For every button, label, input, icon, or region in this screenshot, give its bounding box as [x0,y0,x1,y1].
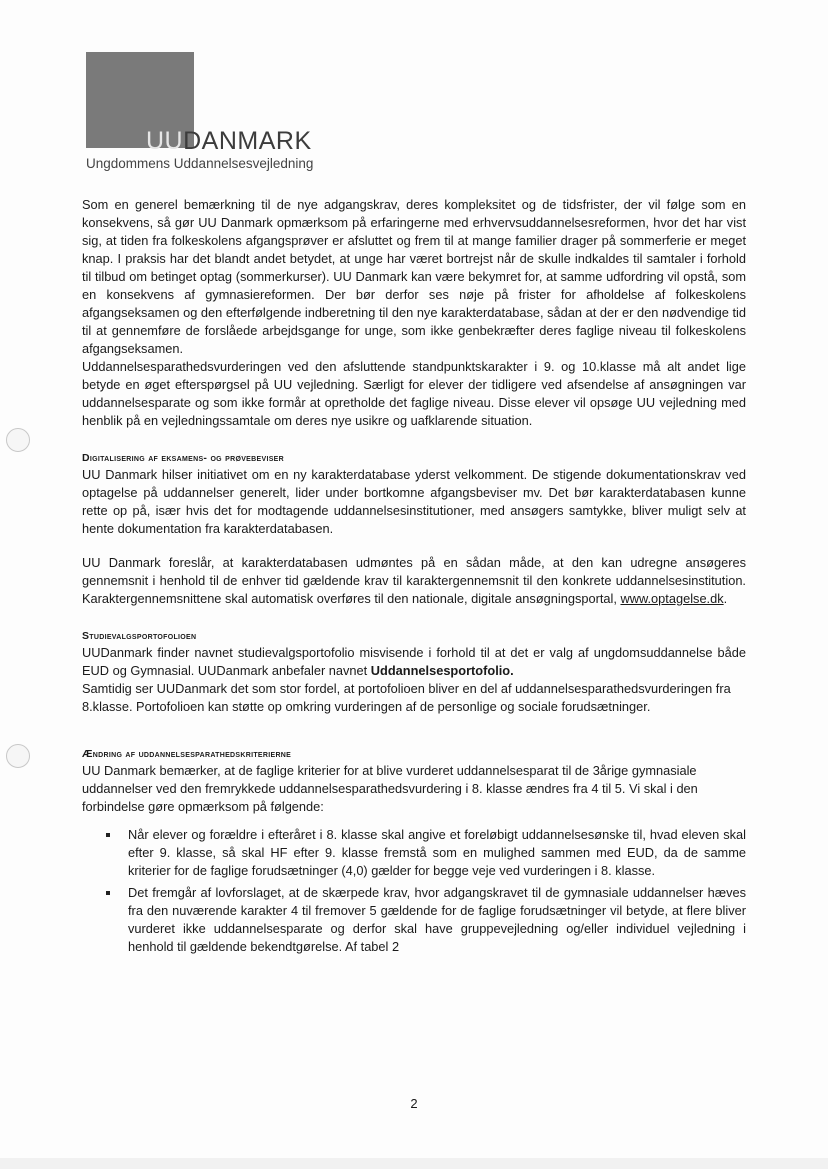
logo-subtitle: Ungdommens Uddannelsesvejledning [86,156,314,171]
heading-aendring: Ændring af uddannelsesparathedskriterierne [82,748,292,760]
digital-paragraph-2 [82,554,746,608]
logo-uu: UU [146,127,184,155]
spacer [82,538,746,554]
heading-digitalisering: Digitalisering af eksamens- og prøvebeviser [82,452,284,464]
punch-hole [6,428,30,452]
scan-bottom-edge [0,1158,828,1169]
portfolio-recommended-name: Uddannelsesportofolio. [370,663,514,678]
criteria-bullet-list [82,826,746,956]
portfolio-paragraph-2: Samtidig ser UUDanmark det som stor fordel, at portofolioen bliver en del af uddannelsesparathedsvurderingen fra 8.klasse. Portofolioen kan støtte op omkring vurderingen af de personlige og sociale forudsætninger. [82,681,731,714]
spacer [82,716,746,742]
punch-hole [6,744,30,768]
list-item: Det fremgår af lovforslaget, at de skærpede krav, hvor adgangskravet til de gymnasiale uddannelser hæves fra den nuværende karakter 4 til fremover 5 gældende for de faglige forudsætninger vil betyde, at flere bliver vurderet ikke uddannelsesparate og derfor skal have gruppevejledning og/eller individuel vejledning i henhold til gældende bekendtgørelse. Af tabel 2 [128,885,746,954]
heading-studievalgsportofolio: Studievalgsportofolioen [82,630,197,642]
intro-paragraph-2: Uddannelsesparathedsvurderingen ved den afsluttende standpunktskarakter i 9. og 10.klasse må alt andet lige betyde en øget efterspørgsel på UU vejledning. Særligt for elever der tidligere ved afsendelse af ansøgningen var uddannelsesparate og som ikke formår at opretholde det faglige niveau. Disse elever vil opsøge UU vejledning med henblik på en vejledningssamtale om deres nye usikre og uafklarende situation. [82,359,746,428]
criteria-paragraph-1: UU Danmark bemærker, at de faglige kriterier for at blive vurderet uddannelsesparat til de 3årige gymnasiale uddannelser ved den fremrykkede uddannelsesparathedsvurdering i 8. klasse ændres fra 4 til 5. Vi skal i den forbindelse gøre opmærksom på følgende: [82,763,698,814]
spacer [82,430,746,446]
intro-paragraph-1: Som en generel bemærkning til de nye adgangskrav, deres kompleksitet og de tidsfrister, der vil følge som en konsekvens, så gør UU Danmark opmærksom på erfaringerne med erhvervsuddannelsesreformen, hvor det har vist sig, at tiden fra folkeskolens afgangsprøver er afsluttet og frem til at mange familier drager på sommerferie er meget knap. I praksis har det blandt andet betydet, at unge har været bortrejst når de skulle indkaldes til samtaler i forhold til tilbud om betinget optag (sommerkurser). UU Danmark kan være bekymret for, at samme udfordring vil opstå, som en konsekvens af gymnasiereformen. Der bør derfor ses nøje på frister for afholdelse af folkeskolens afgangseksamen og den efterfølgende indberetning til den nye karakterdatabase, sådan at der er den nødvendige tid til at gennemføre de forslåede arbejdsgange for unge, som ikke genbekræfter deres faglige niveau til folkeskolens afgangseksamen. [82,197,746,356]
portfolio-paragraph-1-text: UUDanmark finder navnet studievalgsportofolio misvisende i forhold til at det er valg af ungdomsuddannelse både EUD og Gymnasial. UUDanmark anbefaler navnet [82,645,746,678]
page-number: 2 [410,1096,418,1111]
logo-wordmark [146,127,312,156]
spacer [82,608,746,624]
digital-paragraph-2-text: UU Danmark foreslår, at karakterdatabasen udmøntes på en sådan måde, at den kan udregne ansøgeres gennemsnit i henhold til de enhver tid gældende krav til karaktergennemsnit til den konkrete uddannelsesinstitution. Karaktergennemsnittene skal automatisk overføres til den nationale, digitale ansøgningsportal, [82,555,746,606]
list-item: Når elever og forældre i efteråret i 8. klasse skal angive et foreløbigt uddannelsesønske til, hvad eleven skal efter 9. klasse, så skal HF efter 9. klasse fremstå som en mulighed sammen med EUD, da de samme kriterier for de faglige forudsætninger (4,0) gælder for begge veje ved vurderingen i 8. klasse. [128,827,746,878]
digital-paragraph-1: UU Danmark hilser initiativet om en ny karakterdatabase yderst velkomment. De stigende dokumentationskrav ved optagelse på uddannelser generelt, lider under bortkomne afgangsbeviser mv. Det bør karakterdatabasen kunne rette op på, især hvis det for modtagende uddannelsesinstitutioner, med ansøgers samtykke, bliver muligt selv at hente dokumentation fra karakterdatabasen. [82,467,746,536]
portfolio-paragraph-1 [82,644,746,680]
logo-danmark: DANMARK [183,127,312,155]
digital-paragraph-2-end: . [723,591,728,606]
document-body [82,196,746,960]
optagelse-link[interactable]: www.optagelse.dk [620,591,724,606]
uu-danmark-logo [86,52,336,172]
